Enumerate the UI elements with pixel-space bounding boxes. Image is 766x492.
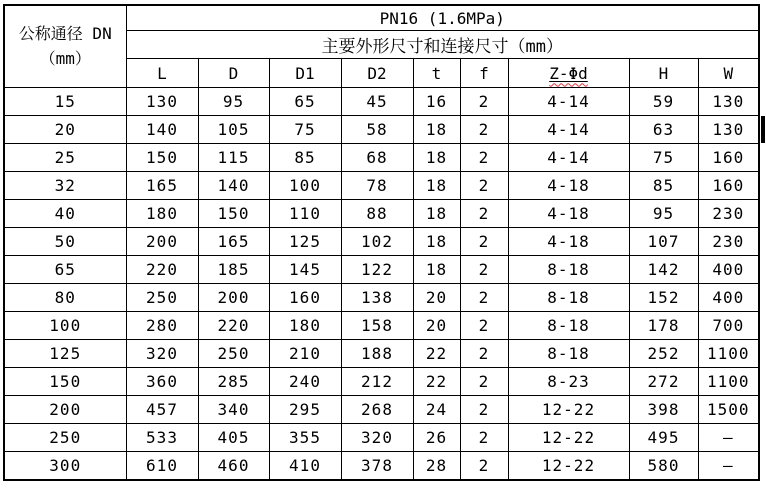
table-cell: 12-22 xyxy=(508,452,629,481)
table-cell: 2 xyxy=(460,452,508,481)
table-cell: – xyxy=(698,452,759,481)
table-cell: 320 xyxy=(126,340,198,368)
table-cell: 145 xyxy=(269,256,341,284)
table-cell: 460 xyxy=(198,452,269,481)
table-cell: 65 xyxy=(269,88,341,116)
table-cell: 212 xyxy=(341,368,413,396)
table-cell: 400 xyxy=(698,256,759,284)
table-cell: 4-14 xyxy=(508,116,629,144)
table-cell: 78 xyxy=(341,172,413,200)
table-cell: 2 xyxy=(460,340,508,368)
table-cell: 2 xyxy=(460,368,508,396)
dn-cell: 250 xyxy=(4,424,126,452)
table-cell: 18 xyxy=(413,144,460,172)
table-cell: 230 xyxy=(698,228,759,256)
column-header-L: L xyxy=(126,59,198,88)
table-row xyxy=(4,200,759,228)
table-cell: 8-18 xyxy=(508,284,629,312)
table-row xyxy=(4,144,759,172)
table-cell: 142 xyxy=(629,256,698,284)
table-cell: 178 xyxy=(629,312,698,340)
table-cell: 2 xyxy=(460,88,508,116)
table-cell: – xyxy=(698,424,759,452)
table-cell: 295 xyxy=(269,396,341,424)
table-cell: 2 xyxy=(460,172,508,200)
dimensions-group-header: 主要外形尺寸和连接尺寸（mm） xyxy=(126,31,759,59)
column-header-D2: D2 xyxy=(341,59,413,88)
table-cell: 285 xyxy=(198,368,269,396)
table-cell: 160 xyxy=(698,144,759,172)
table-cell: 1100 xyxy=(698,368,759,396)
table-cell: 140 xyxy=(198,172,269,200)
table-cell: 495 xyxy=(629,424,698,452)
dn-cell: 15 xyxy=(4,88,126,116)
table-row xyxy=(4,340,759,368)
table-cell: 4-14 xyxy=(508,144,629,172)
table-cell: 200 xyxy=(126,228,198,256)
spellcheck-wavy-underline: Z-Φd xyxy=(549,63,588,83)
pn-group-header: PN16 (1.6MPa) xyxy=(126,5,759,31)
column-header-D: D xyxy=(198,59,269,88)
table-cell: 2 xyxy=(460,228,508,256)
dimension-table xyxy=(3,4,760,481)
table-cell: 180 xyxy=(126,200,198,228)
dn-cell: 40 xyxy=(4,200,126,228)
table-cell: 2 xyxy=(460,284,508,312)
table-cell: 240 xyxy=(269,368,341,396)
table-cell: 63 xyxy=(629,116,698,144)
table-cell: 410 xyxy=(269,452,341,481)
table-cell: 24 xyxy=(413,396,460,424)
table-cell: 2 xyxy=(460,116,508,144)
table-cell: 188 xyxy=(341,340,413,368)
table-cell: 58 xyxy=(341,116,413,144)
table-cell: 115 xyxy=(198,144,269,172)
table-cell: 122 xyxy=(341,256,413,284)
table-cell: 4-14 xyxy=(508,88,629,116)
table-cell: 2 xyxy=(460,424,508,452)
table-cell: 250 xyxy=(198,340,269,368)
table-cell: 125 xyxy=(269,228,341,256)
table-cell: 230 xyxy=(698,200,759,228)
table-row xyxy=(4,368,759,396)
dn-cell: 65 xyxy=(4,256,126,284)
column-header-f: f xyxy=(460,59,508,88)
table-cell: 610 xyxy=(126,452,198,481)
table-cell: 457 xyxy=(126,396,198,424)
corner-header-line1: 公称通径 DN xyxy=(18,23,112,43)
table-cell: 1500 xyxy=(698,396,759,424)
table-cell: 533 xyxy=(126,424,198,452)
table-row xyxy=(4,396,759,424)
table-row xyxy=(4,228,759,256)
table-cell: 252 xyxy=(629,340,698,368)
table-cell: 2 xyxy=(460,396,508,424)
table-row xyxy=(4,256,759,284)
column-header-W: W xyxy=(698,59,759,88)
table-cell: 405 xyxy=(198,424,269,452)
table-cell: 152 xyxy=(629,284,698,312)
table-cell: 18 xyxy=(413,116,460,144)
table-cell: 400 xyxy=(698,284,759,312)
dn-cell: 50 xyxy=(4,228,126,256)
table-row xyxy=(4,116,759,144)
table-cell: 2 xyxy=(460,144,508,172)
table-cell: 85 xyxy=(269,144,341,172)
dn-cell: 200 xyxy=(4,396,126,424)
table-cell: 140 xyxy=(126,116,198,144)
table-cell: 210 xyxy=(269,340,341,368)
table-cell: 12-22 xyxy=(508,424,629,452)
table-cell: 68 xyxy=(341,144,413,172)
table-cell: 26 xyxy=(413,424,460,452)
table-cell: 12-22 xyxy=(508,396,629,424)
table-cell: 180 xyxy=(269,312,341,340)
dn-cell: 25 xyxy=(4,144,126,172)
table-cell: 18 xyxy=(413,228,460,256)
table-cell: 320 xyxy=(341,424,413,452)
table-cell: 22 xyxy=(413,368,460,396)
table-cell: 20 xyxy=(413,312,460,340)
table-cell: 250 xyxy=(126,284,198,312)
dn-cell: 20 xyxy=(4,116,126,144)
table-cell: 18 xyxy=(413,172,460,200)
table-cell: 107 xyxy=(629,228,698,256)
table-cell: 75 xyxy=(629,144,698,172)
table-cell: 1100 xyxy=(698,340,759,368)
table-cell: 4-18 xyxy=(508,172,629,200)
table-cell: 95 xyxy=(198,88,269,116)
table-cell: 700 xyxy=(698,312,759,340)
dn-cell: 80 xyxy=(4,284,126,312)
table-cell: 100 xyxy=(269,172,341,200)
table-row xyxy=(4,452,759,481)
table-cell: 102 xyxy=(341,228,413,256)
table-cell: 2 xyxy=(460,200,508,228)
table-cell: 105 xyxy=(198,116,269,144)
table-body xyxy=(4,88,759,481)
table-row xyxy=(4,312,759,340)
dn-cell: 300 xyxy=(4,452,126,481)
table-cell: 580 xyxy=(629,452,698,481)
table-cell: 88 xyxy=(341,200,413,228)
table-cell: 398 xyxy=(629,396,698,424)
table-cell: 355 xyxy=(269,424,341,452)
table-cell: 8-23 xyxy=(508,368,629,396)
table-cell: 130 xyxy=(126,88,198,116)
table-cell: 28 xyxy=(413,452,460,481)
dn-cell: 125 xyxy=(4,340,126,368)
column-header-H: H xyxy=(629,59,698,88)
table-row xyxy=(4,88,759,116)
table-cell: 378 xyxy=(341,452,413,481)
table-cell: 45 xyxy=(341,88,413,116)
table-cell: 360 xyxy=(126,368,198,396)
table-cell: 268 xyxy=(341,396,413,424)
table-cell: 280 xyxy=(126,312,198,340)
dn-cell: 100 xyxy=(4,312,126,340)
table-cell: 158 xyxy=(341,312,413,340)
corner-header-cell xyxy=(4,5,126,88)
table-row xyxy=(4,284,759,312)
table-cell: 59 xyxy=(629,88,698,116)
table-cell: 8-18 xyxy=(508,256,629,284)
table-cell: 340 xyxy=(198,396,269,424)
table-cell: 110 xyxy=(269,200,341,228)
header-row-pn xyxy=(4,5,759,31)
table-cell: 4-18 xyxy=(508,200,629,228)
table-cell: 160 xyxy=(698,172,759,200)
table-row xyxy=(4,424,759,452)
dn-cell: 32 xyxy=(4,172,126,200)
table-cell: 16 xyxy=(413,88,460,116)
table-cell: 150 xyxy=(126,144,198,172)
column-header-t: t xyxy=(413,59,460,88)
table-cell: 22 xyxy=(413,340,460,368)
dn-cell: 150 xyxy=(4,368,126,396)
table-cell: 2 xyxy=(460,312,508,340)
table-cell: 185 xyxy=(198,256,269,284)
table-cell: 160 xyxy=(269,284,341,312)
table-cell: 75 xyxy=(269,116,341,144)
table-cell: 4-18 xyxy=(508,228,629,256)
table-cell: 200 xyxy=(198,284,269,312)
table-cell: 165 xyxy=(198,228,269,256)
table-cell: 272 xyxy=(629,368,698,396)
table-cell: 165 xyxy=(126,172,198,200)
table-cell: 138 xyxy=(341,284,413,312)
table-cell: 130 xyxy=(698,116,759,144)
table-row xyxy=(4,172,759,200)
table-cell: 20 xyxy=(413,284,460,312)
table-cell: 8-18 xyxy=(508,312,629,340)
table-cell: 220 xyxy=(198,312,269,340)
column-header-D1: D1 xyxy=(269,59,341,88)
text-cursor xyxy=(761,116,765,143)
table-cell: 2 xyxy=(460,256,508,284)
table-cell: 85 xyxy=(629,172,698,200)
table-cell: 150 xyxy=(198,200,269,228)
table-cell: 220 xyxy=(126,256,198,284)
corner-header-line2: （mm） xyxy=(39,48,91,68)
table-cell: 18 xyxy=(413,200,460,228)
table-cell: 95 xyxy=(629,200,698,228)
table-cell: 8-18 xyxy=(508,340,629,368)
table-cell: 18 xyxy=(413,256,460,284)
column-header-z-phi-d xyxy=(508,59,629,88)
table-cell: 130 xyxy=(698,88,759,116)
